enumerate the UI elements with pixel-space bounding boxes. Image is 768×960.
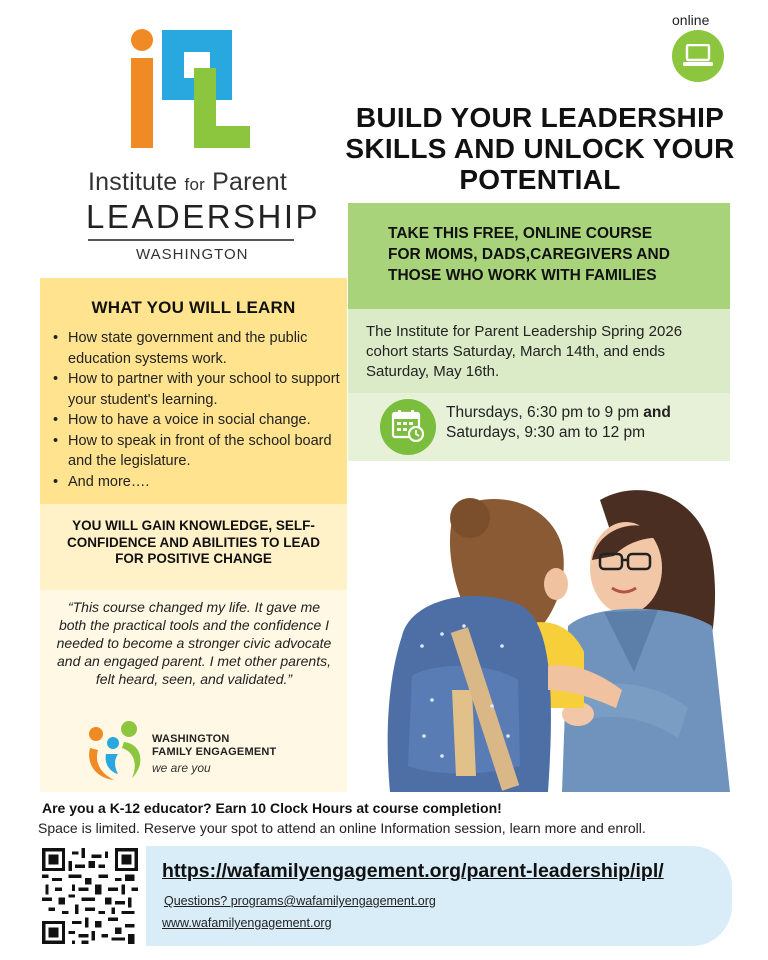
- schedule-text: [446, 403, 671, 443]
- schedule-thursdays: Thursdays, 6:30 pm to 9 pm: [446, 404, 639, 421]
- online-badge: [672, 30, 724, 82]
- gain-box: [40, 504, 347, 590]
- logo-washington-text: WASHINGTON: [136, 246, 249, 263]
- testimonial-quote: “This course changed my life. It gave me both the practical tools and the confidence I needed to become a stronger civic advocate and an engaged parent. I met other parents, felt heard, seen, and validated.”: [56, 599, 332, 687]
- logo-divider: [88, 239, 294, 241]
- wfe-name: WASHINGTON FAMILY ENGAGEMENT: [152, 733, 277, 758]
- course-offer-line-1: TAKE THIS FREE, ONLINE COURSE: [388, 225, 653, 242]
- ipl-logo-mark-icon: [128, 28, 252, 152]
- schedule-saturdays: Saturdays, 9:30 am to 12 pm: [446, 424, 646, 441]
- course-offer-box: [348, 203, 730, 309]
- schedule-box: [348, 393, 730, 461]
- logo-leadership-text: LEADERSHIP: [86, 198, 321, 235]
- contact-box: [146, 846, 732, 946]
- wfe-logo-icon: [84, 720, 154, 784]
- enroll-note: Space is limited. Reserve your spot to attend an online Information session, learn more and enroll.: [38, 820, 646, 836]
- qr-code-icon[interactable]: [42, 848, 138, 944]
- learn-title: WHAT YOU WILL LEARN: [91, 298, 296, 317]
- laptop-icon: [683, 44, 713, 68]
- list-item: • How to partner with your school to support your student's learning.: [52, 369, 344, 410]
- learn-list: [52, 328, 344, 492]
- schedule-and: and: [643, 404, 671, 421]
- online-label: online: [672, 12, 710, 28]
- logo-institute-text: Institute for Parent: [88, 168, 287, 196]
- educator-callout: Are you a K-12 educator? Earn 10 Clock Hours at course completion!: [42, 800, 502, 816]
- calendar-badge: [380, 399, 436, 455]
- questions-email-link[interactable]: Questions? programs@wafamilyengagement.org: [164, 894, 436, 908]
- headline: BUILD YOUR LEADERSHIP SKILLS AND UNLOCK YOUR POTENTIAL: [345, 102, 735, 195]
- cohort-box: [348, 309, 730, 393]
- wfe-tagline: we are you: [152, 761, 211, 775]
- gain-text: YOU WILL GAIN KNOWLEDGE, SELF-CONFIDENCE AND ABILITIES TO LEAD FOR POSITIVE CHANGE: [66, 518, 320, 566]
- list-item: • How to have a voice in social change.: [52, 410, 344, 431]
- course-offer-line-3: THOSE WHO WORK WITH FAMILIES: [388, 267, 657, 284]
- ipl-logo: [80, 22, 321, 272]
- testimonial-box: [40, 590, 347, 792]
- program-url-link[interactable]: https://wafamilyengagement.org/parent-leadership/ipl/: [162, 860, 664, 882]
- calendar-clock-icon: [391, 409, 425, 443]
- mother-daughter-photo: [372, 476, 730, 792]
- website-link[interactable]: www.wafamilyengagement.org: [162, 916, 332, 930]
- list-item: • How to speak in front of the school board and the legislature.: [52, 431, 344, 472]
- cohort-dates-text: The Institute for Parent Leadership Spring 2026 cohort starts Saturday, March 14th, and ends Saturday, May 16th.: [366, 323, 683, 380]
- learn-box: [40, 278, 347, 504]
- list-item: • How state government and the public education systems work.: [52, 328, 344, 369]
- list-item: • And more….: [52, 472, 344, 493]
- course-offer-line-2: FOR MOMS, DADS,CAREGIVERS AND: [388, 246, 670, 263]
